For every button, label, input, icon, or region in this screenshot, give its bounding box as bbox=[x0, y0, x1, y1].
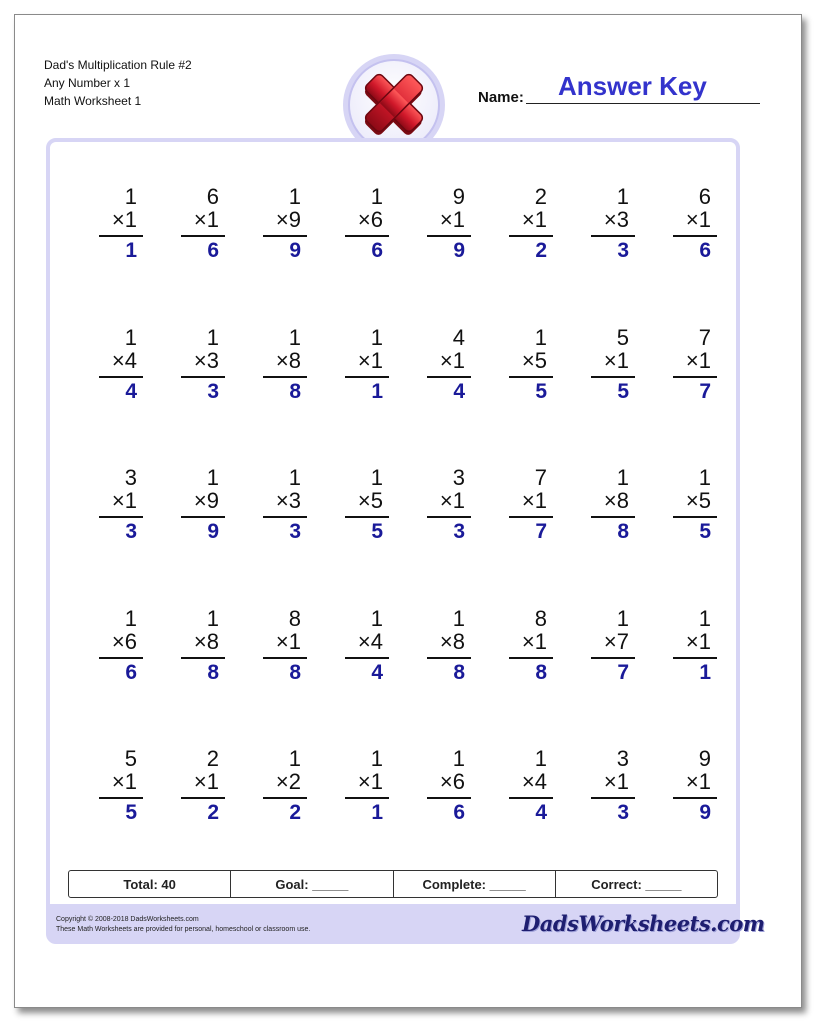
problem-rule bbox=[509, 516, 553, 518]
problem-rule bbox=[345, 235, 389, 237]
problem-answer: 2 bbox=[207, 801, 219, 824]
problem-rule bbox=[263, 797, 307, 799]
answer-key-label: Answer Key bbox=[558, 71, 707, 101]
problem-rule bbox=[591, 797, 635, 799]
problem-rule bbox=[99, 657, 143, 659]
problem-answer: 1 bbox=[699, 660, 711, 684]
problem-answer: 7 bbox=[535, 520, 547, 543]
problem-answer: 6 bbox=[371, 239, 383, 262]
problem-multiplier: ×6 bbox=[357, 207, 383, 232]
problem-multiplier: ×1 bbox=[603, 769, 629, 794]
problem-rule bbox=[509, 797, 553, 799]
problem bbox=[263, 325, 307, 411]
problem-multiplicand: 5 bbox=[616, 324, 629, 350]
problem-multiplicand: 9 bbox=[698, 746, 711, 771]
problem-rule bbox=[591, 376, 635, 378]
problem-answer: 5 bbox=[125, 801, 137, 824]
problem-multiplier: ×1 bbox=[439, 347, 465, 373]
problem-multiplier: ×4 bbox=[111, 347, 137, 373]
problem-multiplicand: 8 bbox=[534, 605, 547, 631]
problem-multiplicand: 1 bbox=[288, 746, 301, 771]
problem-multiplicand: 1 bbox=[124, 605, 137, 631]
problem-rule bbox=[591, 235, 635, 237]
usage-line: These Math Worksheets are provided for personal, homeschool or classroom use. bbox=[56, 926, 311, 933]
problem-multiplier: ×1 bbox=[111, 207, 137, 232]
problem-answer: 8 bbox=[535, 660, 547, 684]
problem-multiplicand: 1 bbox=[616, 184, 629, 209]
problem-multiplicand: 1 bbox=[288, 324, 301, 350]
name-label: Name: bbox=[478, 89, 524, 106]
problem-answer: 6 bbox=[207, 239, 219, 262]
problem-multiplicand: 1 bbox=[206, 324, 219, 350]
problem-multiplier: ×1 bbox=[193, 769, 219, 794]
problem-rule bbox=[263, 516, 307, 518]
problem-answer: 9 bbox=[453, 239, 465, 262]
problem-multiplicand: 1 bbox=[370, 746, 383, 771]
problem-multiplicand: 1 bbox=[370, 465, 383, 490]
problem-answer: 7 bbox=[699, 379, 711, 403]
problem-rule bbox=[509, 376, 553, 378]
problem-multiplier: ×4 bbox=[521, 769, 547, 794]
problem-answer: 9 bbox=[207, 520, 219, 543]
name-field bbox=[478, 72, 760, 106]
problem-rule bbox=[673, 235, 717, 237]
problem bbox=[673, 606, 717, 692]
problem-multiplicand: 1 bbox=[616, 605, 629, 631]
problem-rule bbox=[345, 376, 389, 378]
problem bbox=[345, 465, 389, 551]
problem-answer: 3 bbox=[453, 520, 465, 543]
problem-multiplier: ×8 bbox=[439, 628, 465, 654]
problem bbox=[591, 184, 635, 270]
problem bbox=[673, 746, 717, 832]
problem-multiplier: ×5 bbox=[521, 347, 547, 373]
problem-multiplicand: 1 bbox=[288, 184, 301, 209]
problem-rule bbox=[427, 657, 471, 659]
problem-multiplicand: 1 bbox=[124, 184, 137, 209]
problem bbox=[673, 325, 717, 411]
problem-rule bbox=[673, 376, 717, 378]
problem-multiplier: ×3 bbox=[275, 488, 301, 513]
problem bbox=[263, 465, 307, 551]
problem-multiplier: ×1 bbox=[521, 628, 547, 654]
problem bbox=[427, 184, 471, 270]
problem-frame bbox=[46, 138, 740, 944]
problem-rule bbox=[263, 376, 307, 378]
problem bbox=[509, 325, 553, 411]
worksheet-title: Dad's Multiplication Rule #2 bbox=[44, 58, 192, 72]
problem-multiplier: ×1 bbox=[111, 769, 137, 794]
problem-rule bbox=[99, 797, 143, 799]
problem-answer: 8 bbox=[617, 520, 629, 543]
problem-answer: 5 bbox=[617, 379, 629, 403]
problem-rule bbox=[99, 235, 143, 237]
problem-multiplier: ×1 bbox=[275, 628, 301, 654]
problem bbox=[591, 465, 635, 551]
problem bbox=[263, 746, 307, 832]
problem-rule bbox=[591, 516, 635, 518]
problem bbox=[427, 746, 471, 832]
problem-multiplier: ×1 bbox=[685, 628, 711, 654]
problem-answer: 6 bbox=[699, 239, 711, 262]
problem-answer: 6 bbox=[125, 660, 137, 684]
problem-multiplicand: 1 bbox=[288, 465, 301, 490]
problem bbox=[509, 606, 553, 692]
problem bbox=[591, 746, 635, 832]
problem-answer: 8 bbox=[289, 379, 301, 403]
problem bbox=[427, 465, 471, 551]
problem-answer: 6 bbox=[453, 801, 465, 824]
problem bbox=[263, 606, 307, 692]
problem-multiplicand: 1 bbox=[452, 605, 465, 631]
problem-rule bbox=[99, 516, 143, 518]
problem bbox=[99, 746, 143, 832]
problem-answer: 4 bbox=[371, 660, 383, 684]
problem-answer: 1 bbox=[125, 239, 137, 262]
problem-multiplier: ×1 bbox=[357, 769, 383, 794]
problem-rule bbox=[181, 235, 225, 237]
problem-rule bbox=[673, 657, 717, 659]
problem-rule bbox=[591, 657, 635, 659]
problem-answer: 3 bbox=[289, 520, 301, 543]
problem-answer: 4 bbox=[535, 801, 547, 824]
problem-answer: 3 bbox=[207, 379, 219, 403]
problem-answer: 3 bbox=[125, 520, 137, 543]
problem-multiplier: ×9 bbox=[275, 207, 301, 232]
problem-answer: 1 bbox=[371, 801, 383, 824]
problem-multiplier: ×1 bbox=[439, 207, 465, 232]
problem bbox=[181, 184, 225, 270]
problem bbox=[263, 184, 307, 270]
problem bbox=[591, 325, 635, 411]
problem-multiplicand: 1 bbox=[452, 746, 465, 771]
problem-multiplicand: 4 bbox=[452, 324, 465, 350]
correct-cell: Correct: _____ bbox=[591, 876, 682, 892]
problem-answer: 3 bbox=[617, 801, 629, 824]
problem-multiplicand: 3 bbox=[124, 465, 137, 490]
problem bbox=[427, 325, 471, 411]
problem-multiplier: ×1 bbox=[521, 488, 547, 513]
problem-answer: 3 bbox=[617, 239, 629, 262]
problem bbox=[427, 606, 471, 692]
problem-rule bbox=[263, 657, 307, 659]
problem-multiplicand: 1 bbox=[206, 605, 219, 631]
problem-rule bbox=[427, 376, 471, 378]
problem-multiplier: ×3 bbox=[193, 347, 219, 373]
problem-multiplicand: 2 bbox=[534, 184, 547, 209]
problem bbox=[181, 325, 225, 411]
problem-multiplier: ×5 bbox=[685, 488, 711, 513]
problem-rule bbox=[181, 376, 225, 378]
problem-multiplier: ×4 bbox=[357, 628, 383, 654]
problem-rule bbox=[181, 797, 225, 799]
goal-cell: Goal: _____ bbox=[231, 871, 393, 897]
worksheet-subtitle: Any Number x 1 bbox=[44, 76, 131, 90]
problem bbox=[181, 606, 225, 692]
problem bbox=[509, 184, 553, 270]
problem bbox=[99, 184, 143, 270]
problem-multiplier: ×1 bbox=[439, 488, 465, 513]
problem-answer: 4 bbox=[453, 379, 465, 403]
problem bbox=[345, 325, 389, 411]
problem-answer: 8 bbox=[289, 660, 301, 684]
problem-multiplicand: 6 bbox=[698, 184, 711, 209]
problem-multiplier: ×1 bbox=[685, 207, 711, 232]
problem-answer: 2 bbox=[289, 801, 301, 824]
total-cell: Total: 40 bbox=[69, 871, 231, 897]
problem-answer: 9 bbox=[289, 239, 301, 262]
problem-multiplier: ×6 bbox=[111, 628, 137, 654]
problem-multiplier: ×1 bbox=[193, 207, 219, 232]
problem-rule bbox=[345, 797, 389, 799]
problem bbox=[345, 746, 389, 832]
worksheet-info bbox=[44, 56, 192, 110]
problem-multiplier: ×2 bbox=[275, 769, 301, 794]
problem-multiplicand: 5 bbox=[124, 746, 137, 771]
problem-rule bbox=[345, 516, 389, 518]
problem-multiplier: ×8 bbox=[275, 347, 301, 373]
worksheet-number: Math Worksheet 1 bbox=[44, 94, 142, 108]
problem bbox=[509, 465, 553, 551]
problem-rule bbox=[99, 376, 143, 378]
problem-multiplier: ×7 bbox=[603, 628, 629, 654]
problem-answer: 9 bbox=[699, 801, 711, 824]
problem bbox=[99, 465, 143, 551]
problem-rule bbox=[263, 235, 307, 237]
problem-answer: 2 bbox=[535, 239, 547, 262]
problem bbox=[181, 465, 225, 551]
problem-multiplicand: 1 bbox=[124, 324, 137, 350]
problem bbox=[345, 184, 389, 270]
copyright bbox=[56, 915, 310, 935]
problem-multiplier: ×3 bbox=[603, 207, 629, 232]
problem-multiplier: ×1 bbox=[685, 347, 711, 373]
problem-rule bbox=[509, 235, 553, 237]
problem-rule bbox=[181, 516, 225, 518]
problem-multiplicand: 1 bbox=[698, 605, 711, 631]
problem-multiplicand: 3 bbox=[452, 465, 465, 490]
problem-rule bbox=[509, 657, 553, 659]
problem-multiplier: ×8 bbox=[603, 488, 629, 513]
problem bbox=[99, 325, 143, 411]
problem-multiplicand: 6 bbox=[206, 184, 219, 209]
problem bbox=[181, 746, 225, 832]
score-box bbox=[68, 870, 718, 898]
problem-answer: 8 bbox=[453, 660, 465, 684]
problem-rule bbox=[427, 516, 471, 518]
problem-answer: 1 bbox=[371, 379, 383, 403]
problem bbox=[591, 606, 635, 692]
problem-multiplicand: 9 bbox=[452, 184, 465, 209]
copyright-line: Copyright © 2008-2018 DadsWorksheets.com bbox=[56, 916, 199, 923]
problem bbox=[673, 465, 717, 551]
problem-multiplier: ×1 bbox=[685, 769, 711, 794]
problem-answer: 8 bbox=[207, 660, 219, 684]
problem-multiplicand: 1 bbox=[698, 465, 711, 490]
problem-rule bbox=[673, 516, 717, 518]
problem-multiplicand: 1 bbox=[534, 746, 547, 771]
problem-answer: 5 bbox=[699, 520, 711, 543]
problem-multiplier: ×1 bbox=[521, 207, 547, 232]
problem-rule bbox=[181, 657, 225, 659]
problem-answer: 4 bbox=[125, 379, 137, 403]
problem-multiplier: ×9 bbox=[193, 488, 219, 513]
problem-multiplier: ×1 bbox=[357, 347, 383, 373]
problem-multiplicand: 7 bbox=[698, 324, 711, 350]
problem-rule bbox=[345, 657, 389, 659]
problem-answer: 5 bbox=[371, 520, 383, 543]
problem-multiplicand: 1 bbox=[370, 324, 383, 350]
problem bbox=[99, 606, 143, 692]
problem-multiplier: ×1 bbox=[603, 347, 629, 373]
name-underline bbox=[526, 103, 760, 104]
problem-multiplicand: 1 bbox=[206, 465, 219, 490]
problem-rule bbox=[427, 797, 471, 799]
problem-multiplicand: 2 bbox=[206, 746, 219, 771]
problem-multiplier: ×8 bbox=[193, 628, 219, 654]
problem-rule bbox=[427, 235, 471, 237]
brand-logo: DadsWorksheets.com bbox=[522, 911, 765, 936]
problem bbox=[345, 606, 389, 692]
problem-multiplier: ×6 bbox=[439, 769, 465, 794]
problem-multiplier: ×5 bbox=[357, 488, 383, 513]
problem-multiplicand: 1 bbox=[616, 465, 629, 490]
problem-multiplicand: 8 bbox=[288, 605, 301, 631]
problem-rule bbox=[673, 797, 717, 799]
complete-cell: Complete: _____ bbox=[394, 871, 556, 897]
problem-multiplicand: 7 bbox=[534, 465, 547, 490]
problem-multiplicand: 3 bbox=[616, 746, 629, 771]
problem-answer: 5 bbox=[535, 379, 547, 403]
problem bbox=[673, 184, 717, 270]
problem-multiplier: ×1 bbox=[111, 488, 137, 513]
problem-multiplicand: 1 bbox=[370, 184, 383, 209]
problem-multiplicand: 1 bbox=[534, 324, 547, 350]
problem-multiplicand: 1 bbox=[370, 605, 383, 631]
problem-answer: 7 bbox=[617, 660, 629, 684]
problem bbox=[509, 746, 553, 832]
